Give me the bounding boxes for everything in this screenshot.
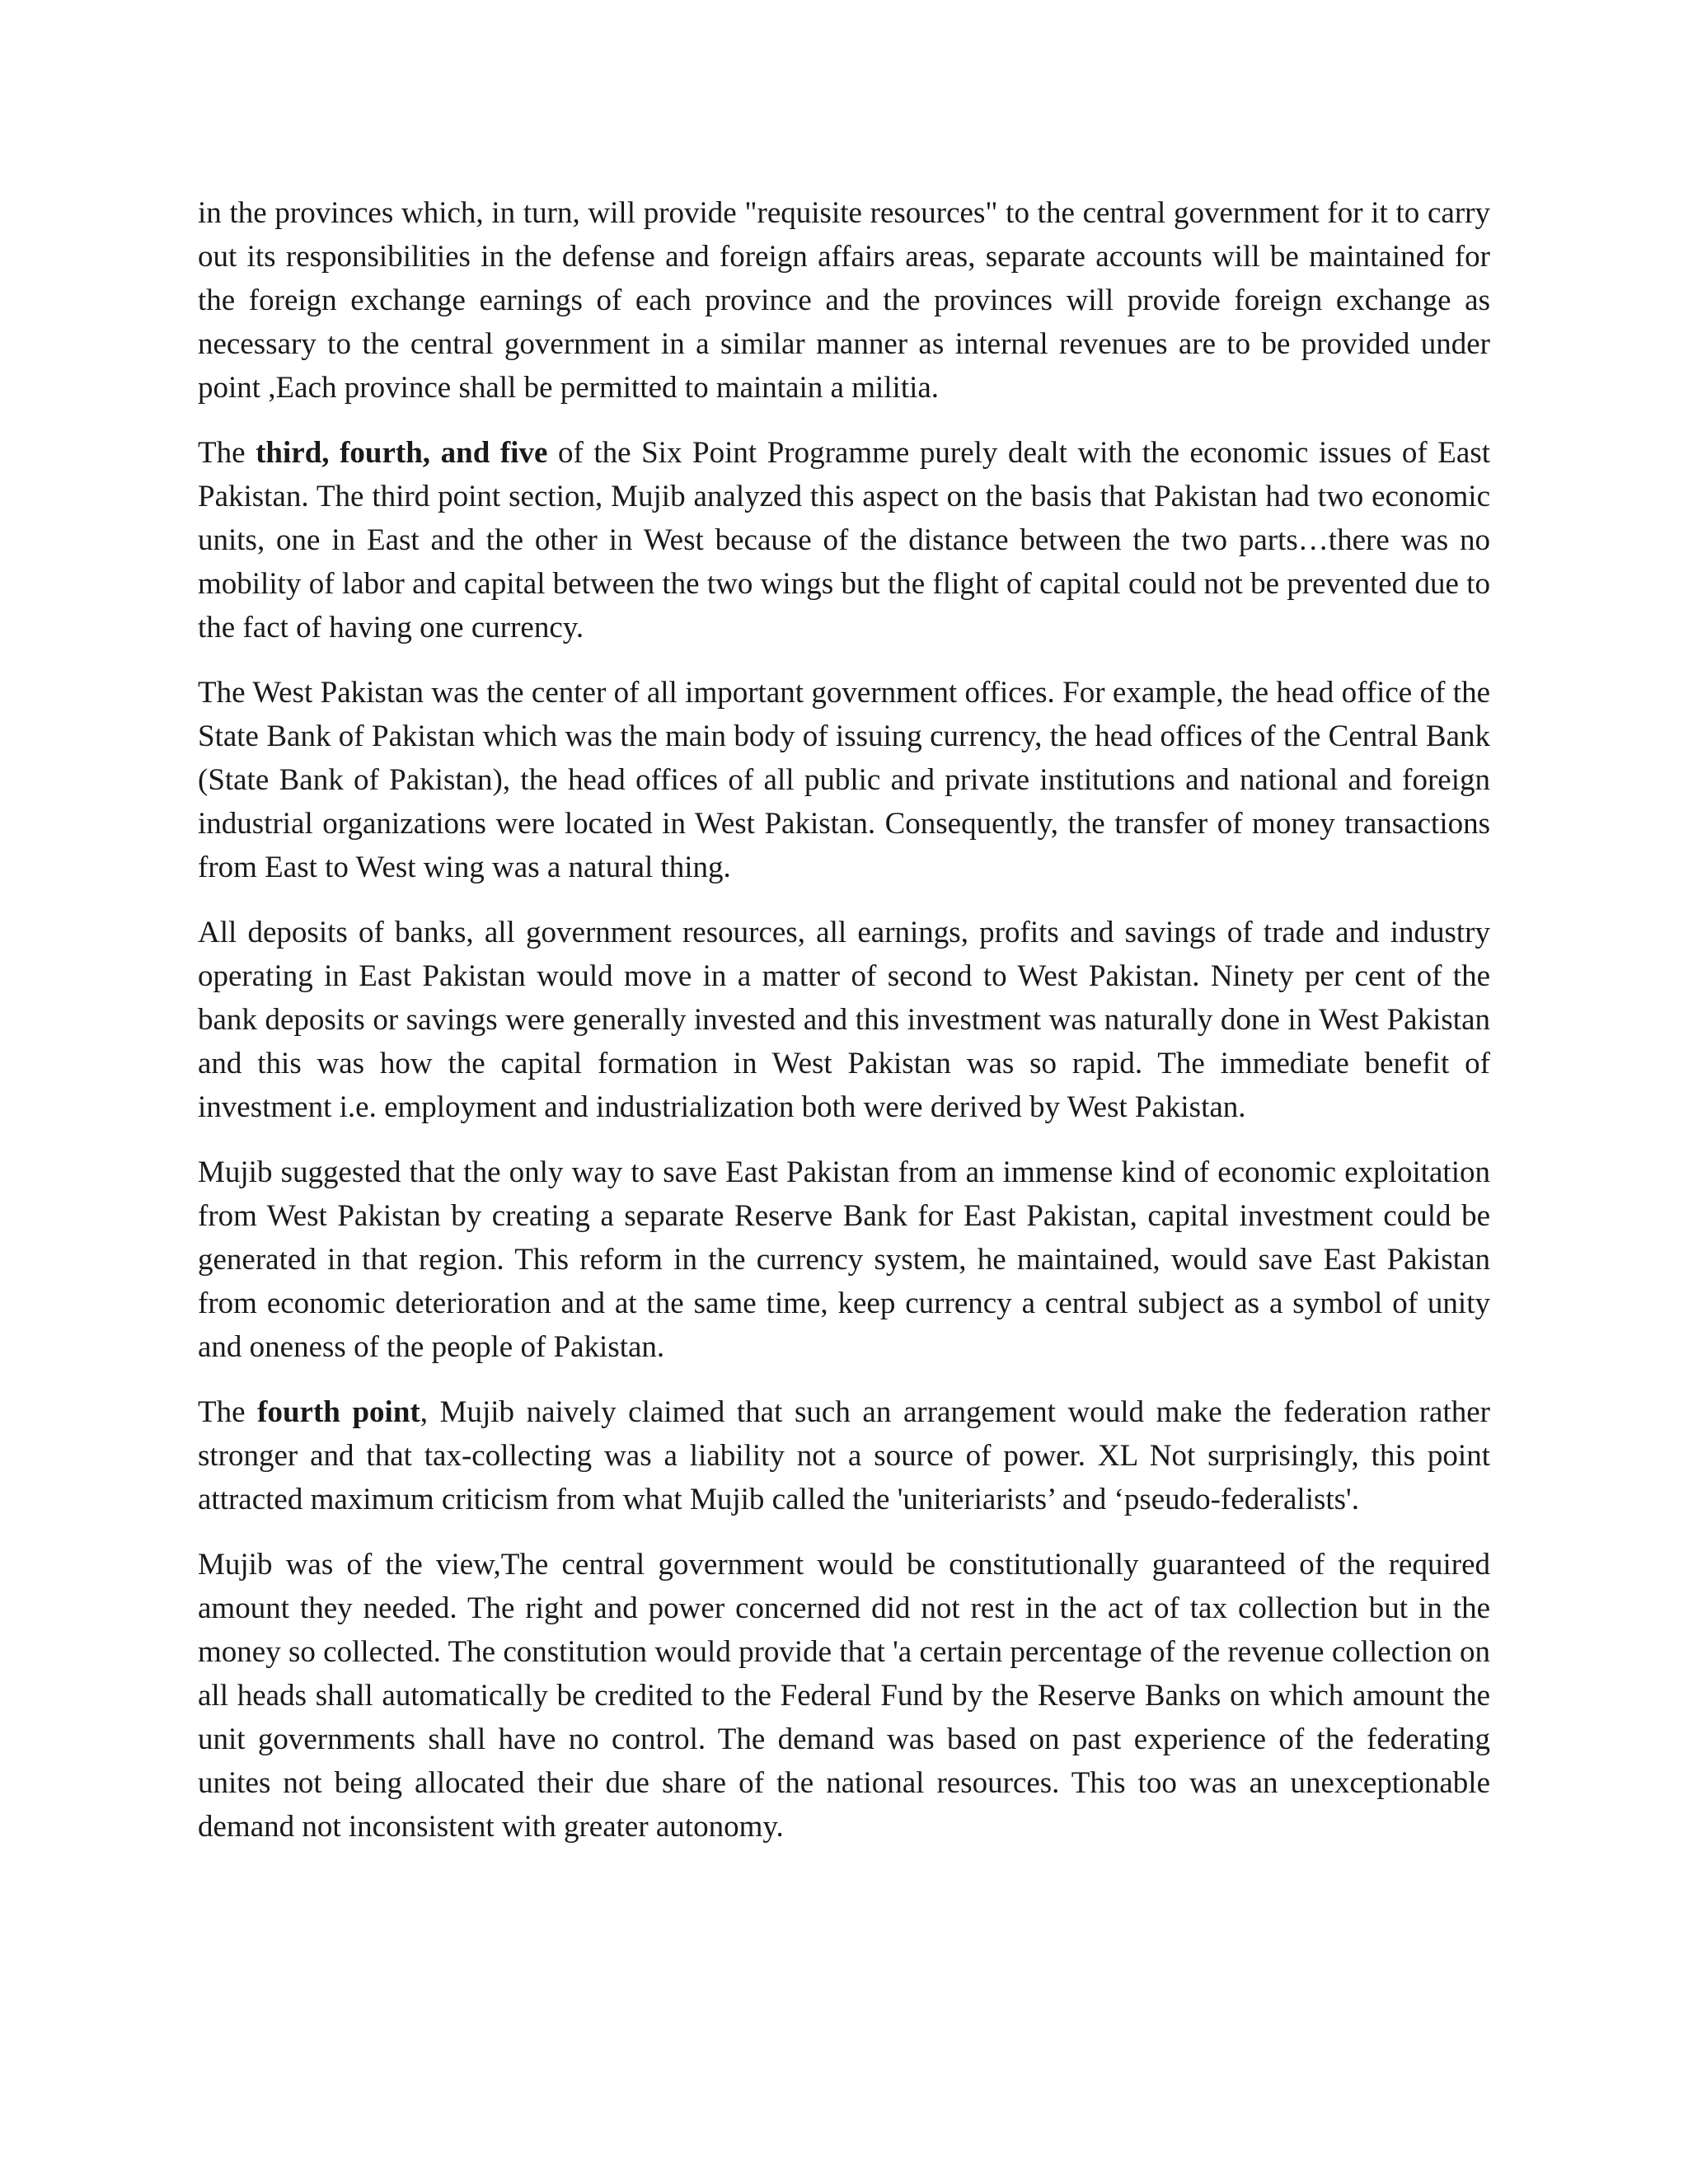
paragraph-7-text: Mujib was of the view,The central government would be constitutionally guaranteed of the required amount they needed. The right and power concerned did not rest in the act of tax collection but in the money so collected. The constitution would provide that 'a certain percentage of the revenue collection on all heads shall automatically be credited to the Federal Fund by the Reserve Banks on which amount the unit governments shall have no control. The demand was based on past experience of the federating unites not being allocated their due share of the national resources. This too was an unexceptionable demand not inconsistent with greater autonomy.	[198, 1548, 1490, 1844]
paragraph-1	[198, 191, 1490, 410]
paragraph-2-text-rest: of the Six Point Programme purely dealt with the economic issues of East Pakistan. The third point section, Mujib analyzed this aspect on the basis that Pakistan had two economic units, one in East and the other in West because of the distance between the two parts…there was no mobility of labor and capital between the two wings but the flight of capital could not be prevented due to the fact of having one currency.	[198, 436, 1491, 644]
paragraph-6	[198, 1390, 1490, 1521]
paragraph-6-text-start: The	[198, 1395, 258, 1429]
paragraph-6-bold-phrase: fourth point	[257, 1395, 420, 1429]
paragraph-4-text: All deposits of banks, all government resources, all earnings, profits and savings of trade and industry operating in East Pakistan would move in a matter of second to West Pakistan. Ninety per cent of the bank deposits or savings were generally invested and this investment was naturally done in West Pakistan and this was how the capital formation in West Pakistan was so rapid. The immediate benefit of investment i.e. employment and industrialization both were derived by West Pakistan.	[198, 916, 1490, 1124]
paragraph-2-bold-phrase: third, fourth, and five	[256, 436, 548, 470]
paragraph-3-text: The West Pakistan was the center of all important government offices. For example, the head office of the State Bank of Pakistan which was the main body of issuing currency, the head offices of the Central Bank (State Bank of Pakistan), the head offices of all public and private institutions and national and foreign industrial organizations were located in West Pakistan. Consequently, the transfer of money transactions from East to West wing was a natural thing.	[198, 676, 1490, 884]
paragraph-3	[198, 671, 1490, 889]
paragraph-7	[198, 1543, 1490, 1849]
paragraph-6-text-rest: , Mujib naively claimed that such an arrangement would make the federation rather stronger and that tax-collecting was a liability not a source of power. XL Not surprisingly, this point attracted maximum criticism from what Mujib called the 'uniteriarists’ and ‘pseudo-federalists'.	[198, 1395, 1490, 1516]
paragraph-2-text-start: The	[198, 436, 256, 470]
paragraph-4	[198, 911, 1490, 1129]
document-body	[198, 191, 1490, 1870]
paragraph-5-text: Mujib suggested that the only way to save East Pakistan from an immense kind of economic exploitation from West Pakistan by creating a separate Reserve Bank for East Pakistan, capital investment could be generated in that region. This reform in the currency system, he maintained, would save East Pakistan from economic deterioration and at the same time, keep currency a central subject as a symbol of unity and oneness of the people of Pakistan.	[198, 1155, 1490, 1364]
paragraph-1-text: in the provinces which, in turn, will provide "requisite resources" to the central government for it to carry out its responsibilities in the defense and foreign affairs areas, separate accounts will be maintained for the foreign exchange earnings of each province and the provinces will provide foreign exchange as necessary to the central government in a similar manner as internal revenues are to be provided under point ,Each province shall be permitted to maintain a militia.	[198, 196, 1490, 405]
paragraph-5	[198, 1151, 1490, 1369]
paragraph-2	[198, 431, 1490, 649]
